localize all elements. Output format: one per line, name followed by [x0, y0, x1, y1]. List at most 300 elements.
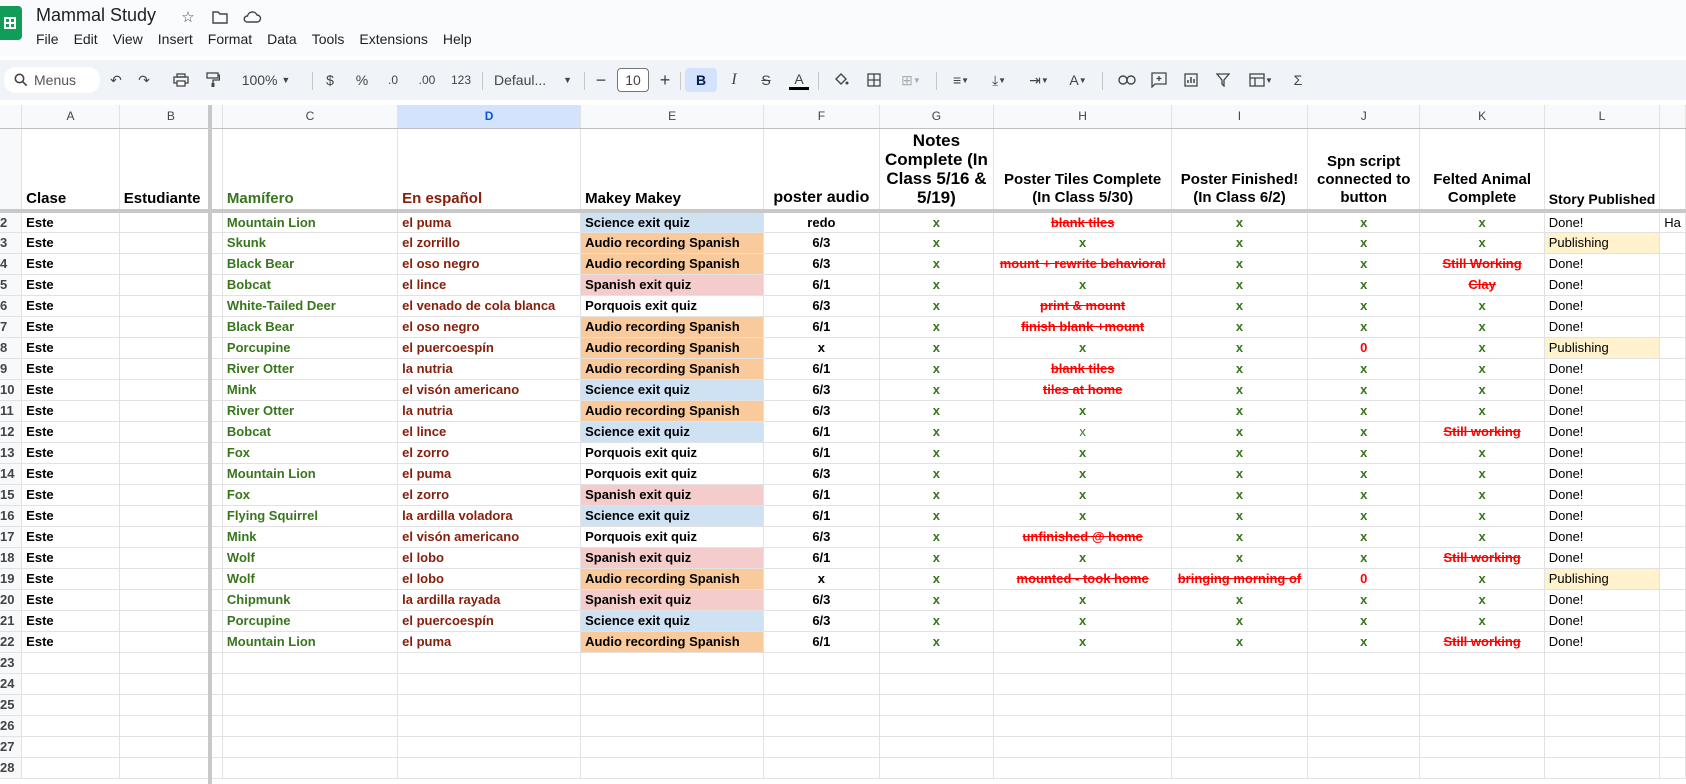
cell[interactable]: [119, 652, 222, 673]
cell[interactable]: [1660, 128, 1686, 211]
filter-icon[interactable]: [1212, 68, 1234, 92]
poster-tiles-cell[interactable]: x: [994, 274, 1172, 295]
notes-complete-cell[interactable]: x: [879, 295, 994, 316]
notes-complete-cell[interactable]: x: [879, 421, 994, 442]
story-published-cell[interactable]: Done!: [1544, 400, 1660, 421]
poster-audio-cell[interactable]: 6/3: [764, 295, 879, 316]
cell[interactable]: [1172, 694, 1308, 715]
cell[interactable]: [119, 694, 222, 715]
story-published-cell[interactable]: Done!: [1544, 547, 1660, 568]
poster-tiles-cell[interactable]: x: [994, 547, 1172, 568]
row-number[interactable]: 11: [0, 400, 22, 421]
felted-animal-cell[interactable]: x: [1420, 463, 1544, 484]
spn-script-cell[interactable]: x: [1307, 274, 1420, 295]
story-published-cell[interactable]: Publishing: [1544, 232, 1660, 253]
poster-finished-cell[interactable]: x: [1172, 400, 1308, 421]
clase-cell[interactable]: Este: [22, 463, 120, 484]
row-number[interactable]: 28: [0, 757, 22, 778]
poster-audio-cell[interactable]: 6/1: [764, 421, 879, 442]
cell[interactable]: [1660, 379, 1686, 400]
mamifero-cell[interactable]: Porcupine: [222, 610, 397, 631]
poster-audio-cell[interactable]: 6/3: [764, 463, 879, 484]
column-header-d[interactable]: D: [398, 105, 581, 128]
mamifero-cell[interactable]: Bobcat: [222, 421, 397, 442]
notes-complete-cell[interactable]: x: [879, 610, 994, 631]
poster-finished-cell[interactable]: x: [1172, 274, 1308, 295]
espanol-cell[interactable]: el oso negro: [398, 253, 581, 274]
espanol-cell[interactable]: el zorro: [398, 442, 581, 463]
cell[interactable]: [1660, 295, 1686, 316]
cell[interactable]: [1660, 652, 1686, 673]
clase-cell[interactable]: Este: [22, 547, 120, 568]
cell[interactable]: [22, 715, 120, 736]
makey-makey-cell[interactable]: Audio recording Spanish: [581, 253, 764, 274]
column-header-j[interactable]: J: [1307, 105, 1420, 128]
poster-audio-cell[interactable]: 6/1: [764, 547, 879, 568]
espanol-cell[interactable]: el puma: [398, 211, 581, 232]
felted-animal-cell[interactable]: Still working: [1420, 547, 1544, 568]
espanol-cell[interactable]: el visón americano: [398, 379, 581, 400]
mamifero-cell[interactable]: Fox: [222, 442, 397, 463]
cell[interactable]: [1660, 757, 1686, 778]
row-number[interactable]: 20: [0, 589, 22, 610]
cell[interactable]: [879, 757, 994, 778]
clase-cell[interactable]: Este: [22, 274, 120, 295]
espanol-cell[interactable]: el lince: [398, 421, 581, 442]
story-published-cell[interactable]: Publishing: [1544, 568, 1660, 589]
poster-tiles-cell[interactable]: mount + rewrite behavioral: [994, 253, 1172, 274]
spn-script-cell[interactable]: x: [1307, 505, 1420, 526]
espanol-cell[interactable]: el oso negro: [398, 316, 581, 337]
column-header-f[interactable]: F: [764, 105, 879, 128]
poster-finished-cell[interactable]: x: [1172, 421, 1308, 442]
cell[interactable]: [119, 757, 222, 778]
undo-icon[interactable]: ↶: [110, 71, 122, 88]
row-number[interactable]: 10: [0, 379, 22, 400]
poster-audio-cell[interactable]: 6/3: [764, 589, 879, 610]
cell[interactable]: [879, 736, 994, 757]
notes-complete-cell[interactable]: x: [879, 400, 994, 421]
mamifero-cell[interactable]: Wolf: [222, 568, 397, 589]
felted-animal-cell[interactable]: x: [1420, 358, 1544, 379]
mamifero-cell[interactable]: Mountain Lion: [222, 631, 397, 652]
espanol-cell[interactable]: el puma: [398, 631, 581, 652]
makey-makey-cell[interactable]: Porquois exit quiz: [581, 295, 764, 316]
cell[interactable]: [764, 652, 879, 673]
mamifero-cell[interactable]: Mink: [222, 379, 397, 400]
espanol-cell[interactable]: la nutria: [398, 358, 581, 379]
filter-views-icon[interactable]: ▼: [1244, 68, 1278, 92]
menu-edit[interactable]: Edit: [73, 31, 98, 47]
cell[interactable]: [1660, 463, 1686, 484]
cell[interactable]: [1660, 526, 1686, 547]
row-number[interactable]: 4: [0, 253, 22, 274]
mamifero-cell[interactable]: Wolf: [222, 547, 397, 568]
makey-makey-cell[interactable]: Science exit quiz: [581, 505, 764, 526]
header-k[interactable]: Felted Animal Complete: [1420, 128, 1544, 211]
increase-decimal-button[interactable]: .00: [418, 73, 436, 87]
poster-tiles-cell[interactable]: blank tiles: [994, 211, 1172, 232]
spn-script-cell[interactable]: x: [1307, 442, 1420, 463]
redo-icon[interactable]: ↷: [138, 71, 150, 88]
makey-makey-cell[interactable]: Spanish exit quiz: [581, 547, 764, 568]
poster-finished-cell[interactable]: x: [1172, 547, 1308, 568]
font-size-input[interactable]: 10: [617, 68, 649, 92]
cell[interactable]: [1660, 400, 1686, 421]
poster-finished-cell[interactable]: x: [1172, 610, 1308, 631]
makey-makey-cell[interactable]: Porquois exit quiz: [581, 463, 764, 484]
row-number[interactable]: [0, 128, 22, 211]
row-number[interactable]: 23: [0, 652, 22, 673]
poster-tiles-cell[interactable]: finish blank +mount: [994, 316, 1172, 337]
insert-comment-icon[interactable]: [1148, 68, 1170, 92]
poster-finished-cell[interactable]: x: [1172, 589, 1308, 610]
cell[interactable]: [1544, 673, 1660, 694]
cell[interactable]: [764, 715, 879, 736]
estudiante-cell[interactable]: [119, 232, 222, 253]
espanol-cell[interactable]: la ardilla voladora: [398, 505, 581, 526]
cell[interactable]: [1660, 673, 1686, 694]
poster-finished-cell[interactable]: x: [1172, 505, 1308, 526]
poster-finished-cell[interactable]: x: [1172, 211, 1308, 232]
column-header-b[interactable]: B: [119, 105, 222, 128]
column-header-k[interactable]: K: [1420, 105, 1544, 128]
story-published-cell[interactable]: Done!: [1544, 589, 1660, 610]
cell[interactable]: [398, 673, 581, 694]
cell[interactable]: [1660, 631, 1686, 652]
cell[interactable]: [1660, 442, 1686, 463]
clase-cell[interactable]: Este: [22, 505, 120, 526]
poster-audio-cell[interactable]: 6/1: [764, 274, 879, 295]
header-e[interactable]: Makey Makey: [581, 128, 764, 211]
notes-complete-cell[interactable]: x: [879, 337, 994, 358]
insert-link-icon[interactable]: [1116, 68, 1138, 92]
functions-icon[interactable]: Σ: [1293, 72, 1303, 88]
star-icon[interactable]: ☆: [181, 9, 195, 26]
poster-tiles-cell[interactable]: x: [994, 505, 1172, 526]
spn-script-cell[interactable]: x: [1307, 400, 1420, 421]
espanol-cell[interactable]: el lobo: [398, 568, 581, 589]
row-number[interactable]: 9: [0, 358, 22, 379]
cell[interactable]: [1660, 316, 1686, 337]
clase-cell[interactable]: Este: [22, 526, 120, 547]
clase-cell[interactable]: Este: [22, 631, 120, 652]
poster-finished-cell[interactable]: x: [1172, 232, 1308, 253]
cell[interactable]: [1660, 715, 1686, 736]
story-published-cell[interactable]: Done!: [1544, 526, 1660, 547]
makey-makey-cell[interactable]: Science exit quiz: [581, 379, 764, 400]
cell[interactable]: [1307, 736, 1420, 757]
spn-script-cell[interactable]: x: [1307, 358, 1420, 379]
text-rotation-icon[interactable]: A ▼: [1069, 72, 1087, 88]
notes-complete-cell[interactable]: x: [879, 253, 994, 274]
menu-insert[interactable]: Insert: [157, 31, 193, 47]
row-number[interactable]: 13: [0, 442, 22, 463]
felted-animal-cell[interactable]: Still Working: [1420, 253, 1544, 274]
menu-extensions[interactable]: Extensions: [359, 31, 428, 47]
row-number[interactable]: 27: [0, 736, 22, 757]
cell[interactable]: [22, 757, 120, 778]
espanol-cell[interactable]: la nutria: [398, 400, 581, 421]
poster-audio-cell[interactable]: x: [764, 337, 879, 358]
vertical-align-icon[interactable]: ⤓ ▼: [991, 71, 1007, 88]
cell[interactable]: [1660, 253, 1686, 274]
felted-animal-cell[interactable]: x: [1420, 379, 1544, 400]
story-published-cell[interactable]: Done!: [1544, 211, 1660, 232]
felted-animal-cell[interactable]: x: [1420, 505, 1544, 526]
header-a[interactable]: Clase: [22, 128, 120, 211]
felted-animal-cell[interactable]: x: [1420, 484, 1544, 505]
mamifero-cell[interactable]: Flying Squirrel: [222, 505, 397, 526]
mamifero-cell[interactable]: Mountain Lion: [222, 463, 397, 484]
cell[interactable]: [1172, 736, 1308, 757]
cloud-status-icon[interactable]: [242, 7, 262, 27]
estudiante-cell[interactable]: [119, 463, 222, 484]
estudiante-cell[interactable]: [119, 631, 222, 652]
cell[interactable]: [1660, 274, 1686, 295]
poster-finished-cell[interactable]: bringing morning of: [1172, 568, 1308, 589]
cell[interactable]: [119, 736, 222, 757]
header-g[interactable]: Notes Complete (In Class 5/16 & 5/19): [879, 128, 994, 211]
cell[interactable]: [1660, 694, 1686, 715]
story-published-cell[interactable]: Done!: [1544, 505, 1660, 526]
story-published-cell[interactable]: Done!: [1544, 610, 1660, 631]
estudiante-cell[interactable]: [119, 526, 222, 547]
spn-script-cell[interactable]: x: [1307, 316, 1420, 337]
clase-cell[interactable]: Este: [22, 253, 120, 274]
espanol-cell[interactable]: el puma: [398, 463, 581, 484]
search-menus[interactable]: [4, 67, 100, 93]
felted-animal-cell[interactable]: x: [1420, 610, 1544, 631]
cell[interactable]: [1420, 736, 1544, 757]
select-all-corner[interactable]: [0, 105, 22, 128]
spn-script-cell[interactable]: x: [1307, 379, 1420, 400]
cell[interactable]: [581, 673, 764, 694]
column-header-i[interactable]: I: [1172, 105, 1308, 128]
makey-makey-cell[interactable]: Porquois exit quiz: [581, 442, 764, 463]
cell[interactable]: [1420, 715, 1544, 736]
spn-script-cell[interactable]: x: [1307, 526, 1420, 547]
row-number[interactable]: 26: [0, 715, 22, 736]
row-number[interactable]: 3: [0, 232, 22, 253]
mamifero-cell[interactable]: White-Tailed Deer: [222, 295, 397, 316]
notes-complete-cell[interactable]: x: [879, 232, 994, 253]
espanol-cell[interactable]: el visón americano: [398, 526, 581, 547]
poster-tiles-cell[interactable]: tiles at home: [994, 379, 1172, 400]
text-wrapping-icon[interactable]: ⇥ ▼: [1029, 71, 1049, 88]
cell[interactable]: [764, 673, 879, 694]
poster-tiles-cell[interactable]: x: [994, 610, 1172, 631]
felted-animal-cell[interactable]: x: [1420, 400, 1544, 421]
felted-animal-cell[interactable]: Still working: [1420, 421, 1544, 442]
notes-complete-cell[interactable]: x: [879, 211, 994, 232]
header-h[interactable]: Poster Tiles Complete (In Class 5/30): [994, 128, 1172, 211]
document-title[interactable]: Mammal Study: [36, 5, 157, 25]
mamifero-cell[interactable]: Porcupine: [222, 337, 397, 358]
espanol-cell[interactable]: el lince: [398, 274, 581, 295]
currency-format-button[interactable]: $: [326, 72, 334, 88]
menu-format[interactable]: Format: [207, 31, 253, 47]
felted-animal-cell[interactable]: Clay: [1420, 274, 1544, 295]
text-color-button[interactable]: A: [788, 68, 810, 92]
makey-makey-cell[interactable]: Audio recording Spanish: [581, 232, 764, 253]
espanol-cell[interactable]: el zorro: [398, 484, 581, 505]
poster-tiles-cell[interactable]: x: [994, 589, 1172, 610]
cell[interactable]: [764, 757, 879, 778]
cell[interactable]: [398, 715, 581, 736]
cell[interactable]: [119, 673, 222, 694]
spn-script-cell[interactable]: x: [1307, 484, 1420, 505]
story-published-cell[interactable]: Done!: [1544, 421, 1660, 442]
felted-animal-cell[interactable]: x: [1420, 589, 1544, 610]
column-header-l[interactable]: L: [1544, 105, 1660, 128]
italic-button[interactable]: I: [731, 71, 737, 88]
header-i[interactable]: Poster Finished! (In Class 6/2): [1172, 128, 1308, 211]
cell[interactable]: [1660, 358, 1686, 379]
cell[interactable]: [398, 736, 581, 757]
cell[interactable]: [1307, 652, 1420, 673]
cell[interactable]: [1172, 673, 1308, 694]
poster-tiles-cell[interactable]: x: [994, 232, 1172, 253]
notes-complete-cell[interactable]: x: [879, 484, 994, 505]
cell[interactable]: [581, 757, 764, 778]
makey-makey-cell[interactable]: Spanish exit quiz: [581, 589, 764, 610]
estudiante-cell[interactable]: [119, 547, 222, 568]
cell[interactable]: [1420, 673, 1544, 694]
notes-complete-cell[interactable]: x: [879, 379, 994, 400]
espanol-cell[interactable]: la ardilla rayada: [398, 589, 581, 610]
mamifero-cell[interactable]: Bobcat: [222, 274, 397, 295]
row-number[interactable]: 7: [0, 316, 22, 337]
cell[interactable]: [1660, 232, 1686, 253]
poster-finished-cell[interactable]: x: [1172, 484, 1308, 505]
cell[interactable]: [879, 652, 994, 673]
row-number[interactable]: 25: [0, 694, 22, 715]
clase-cell[interactable]: Este: [22, 484, 120, 505]
menu-file[interactable]: File: [36, 31, 59, 47]
notes-complete-cell[interactable]: x: [879, 568, 994, 589]
cell[interactable]: [1660, 421, 1686, 442]
felted-animal-cell[interactable]: x: [1420, 526, 1544, 547]
cell[interactable]: [22, 736, 120, 757]
estudiante-cell[interactable]: [119, 295, 222, 316]
story-published-cell[interactable]: Done!: [1544, 631, 1660, 652]
felted-animal-cell[interactable]: x: [1420, 568, 1544, 589]
cell[interactable]: [1544, 715, 1660, 736]
poster-tiles-cell[interactable]: mounted - took home: [994, 568, 1172, 589]
percent-format-button[interactable]: %: [355, 72, 369, 88]
column-header-e[interactable]: E: [581, 105, 764, 128]
makey-makey-cell[interactable]: Audio recording Spanish: [581, 337, 764, 358]
poster-finished-cell[interactable]: x: [1172, 379, 1308, 400]
cell[interactable]: [1660, 484, 1686, 505]
spn-script-cell[interactable]: x: [1307, 589, 1420, 610]
espanol-cell[interactable]: el lobo: [398, 547, 581, 568]
cell[interactable]: [1544, 757, 1660, 778]
row-number[interactable]: 16: [0, 505, 22, 526]
row-number[interactable]: 18: [0, 547, 22, 568]
felted-animal-cell[interactable]: x: [1420, 337, 1544, 358]
mamifero-cell[interactable]: Black Bear: [222, 316, 397, 337]
cell[interactable]: [22, 694, 120, 715]
story-published-cell[interactable]: Done!: [1544, 484, 1660, 505]
poster-audio-cell[interactable]: redo: [764, 211, 879, 232]
cell[interactable]: [879, 694, 994, 715]
spn-script-cell[interactable]: 0: [1307, 337, 1420, 358]
clase-cell[interactable]: Este: [22, 232, 120, 253]
clase-cell[interactable]: Este: [22, 421, 120, 442]
row-number[interactable]: 6: [0, 295, 22, 316]
header-f[interactable]: poster audio: [764, 128, 879, 211]
poster-audio-cell[interactable]: 6/1: [764, 631, 879, 652]
cell[interactable]: [764, 694, 879, 715]
merge-cells-icon[interactable]: ⊞ ▼: [901, 71, 921, 88]
cell[interactable]: [398, 694, 581, 715]
header-d[interactable]: En español: [398, 128, 581, 211]
cell[interactable]: [222, 673, 397, 694]
poster-tiles-cell[interactable]: x: [994, 337, 1172, 358]
estudiante-cell[interactable]: [119, 358, 222, 379]
horizontal-align-icon[interactable]: ≡ ▼: [952, 72, 970, 88]
estudiante-cell[interactable]: [119, 421, 222, 442]
menu-help[interactable]: Help: [442, 31, 472, 47]
menu-tools[interactable]: Tools: [311, 31, 345, 47]
notes-complete-cell[interactable]: x: [879, 526, 994, 547]
mamifero-cell[interactable]: Fox: [222, 484, 397, 505]
cell[interactable]: [581, 652, 764, 673]
makey-makey-cell[interactable]: Audio recording Spanish: [581, 316, 764, 337]
clase-cell[interactable]: Este: [22, 379, 120, 400]
estudiante-cell[interactable]: [119, 442, 222, 463]
story-published-cell[interactable]: Done!: [1544, 253, 1660, 274]
story-published-cell[interactable]: Done!: [1544, 274, 1660, 295]
increase-font-size-button[interactable]: +: [659, 69, 671, 90]
cell[interactable]: [1307, 673, 1420, 694]
poster-audio-cell[interactable]: x: [764, 568, 879, 589]
spn-script-cell[interactable]: x: [1307, 253, 1420, 274]
notes-complete-cell[interactable]: x: [879, 589, 994, 610]
clase-cell[interactable]: Este: [22, 589, 120, 610]
row-number[interactable]: 22: [0, 631, 22, 652]
poster-tiles-cell[interactable]: x: [994, 421, 1172, 442]
spn-script-cell[interactable]: x: [1307, 463, 1420, 484]
column-header-h[interactable]: H: [994, 105, 1172, 128]
poster-audio-cell[interactable]: 6/1: [764, 484, 879, 505]
espanol-cell[interactable]: el puercoespín: [398, 610, 581, 631]
cell[interactable]: [119, 715, 222, 736]
poster-tiles-cell[interactable]: x: [994, 400, 1172, 421]
cell[interactable]: [1660, 610, 1686, 631]
menu-data[interactable]: Data: [267, 31, 297, 47]
story-published-cell[interactable]: Done!: [1544, 442, 1660, 463]
poster-tiles-cell[interactable]: x: [994, 631, 1172, 652]
estudiante-cell[interactable]: [119, 253, 222, 274]
poster-tiles-cell[interactable]: blank tiles: [994, 358, 1172, 379]
espanol-cell[interactable]: el zorrillo: [398, 232, 581, 253]
poster-finished-cell[interactable]: x: [1172, 442, 1308, 463]
notes-complete-cell[interactable]: x: [879, 505, 994, 526]
estudiante-cell[interactable]: [119, 610, 222, 631]
poster-audio-cell[interactable]: 6/1: [764, 442, 879, 463]
cell[interactable]: [22, 673, 120, 694]
header-l[interactable]: Story Published: [1544, 128, 1660, 211]
row-number[interactable]: 21: [0, 610, 22, 631]
mamifero-cell[interactable]: River Otter: [222, 358, 397, 379]
frozen-column-divider[interactable]: [208, 105, 212, 784]
font-select[interactable]: Defaul... ▼: [494, 72, 572, 88]
poster-tiles-cell[interactable]: x: [994, 484, 1172, 505]
cell[interactable]: [222, 652, 397, 673]
